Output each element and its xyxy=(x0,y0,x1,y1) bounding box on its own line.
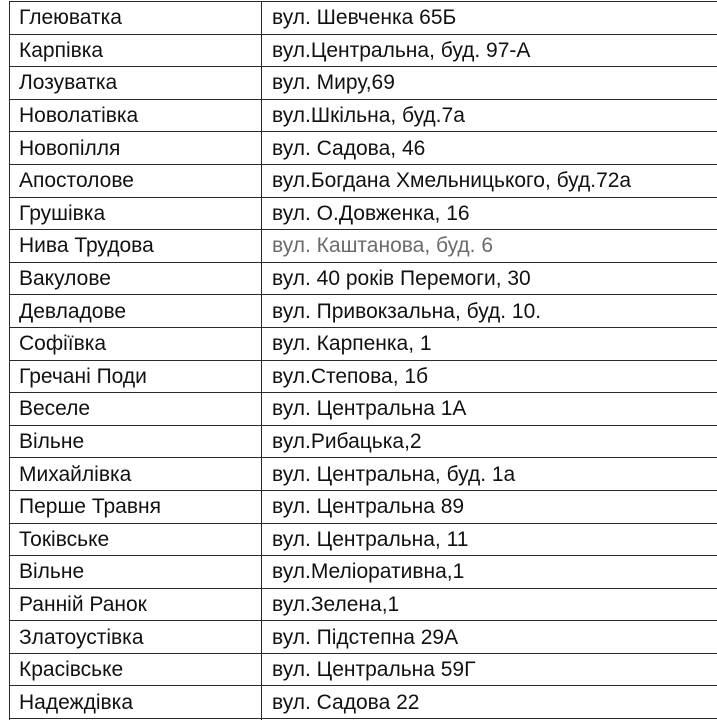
table-row xyxy=(10,327,717,360)
address-cell: вул. О.Довженка, 16 xyxy=(262,197,717,230)
table-row xyxy=(10,99,717,132)
address-cell: вул.Рибацька,2 xyxy=(262,425,717,458)
village-cell: Вільне xyxy=(10,556,262,589)
table-row xyxy=(10,653,717,686)
address-cell: вул. Садова, 46 xyxy=(262,132,717,165)
village-cell: Апостолове xyxy=(10,164,262,197)
table-row xyxy=(10,262,717,295)
address-cell: вул. Центральна, 11 xyxy=(262,523,717,556)
village-cell: Ранній Ранок xyxy=(10,588,262,621)
address-cell: вул. Каштанова, буд. 6 xyxy=(262,230,717,263)
address-table xyxy=(9,1,717,720)
village-cell: Девладове xyxy=(10,295,262,328)
address-cell: вул. Карпенка, 1 xyxy=(262,327,717,360)
table-row xyxy=(10,230,717,263)
table-row xyxy=(10,360,717,393)
village-cell: Перше Травня xyxy=(10,490,262,523)
table-row xyxy=(10,2,717,35)
table-row xyxy=(10,621,717,654)
village-cell: Надеждівка xyxy=(10,686,262,719)
address-cell: вул.Зелена,1 xyxy=(262,588,717,621)
village-cell: Софіївка xyxy=(10,327,262,360)
table-row xyxy=(10,197,717,230)
table-row xyxy=(10,34,717,67)
table-row xyxy=(10,686,717,719)
village-cell: Нива Трудова xyxy=(10,230,262,263)
village-cell: Новолатівка xyxy=(10,99,262,132)
village-cell: Лозуватка xyxy=(10,67,262,100)
address-cell: вул.Богдана Хмельницького, буд.72а xyxy=(262,164,717,197)
village-cell: Красівське xyxy=(10,653,262,686)
address-cell: вул.Степова, 1б xyxy=(262,360,717,393)
address-cell: вул.Центральна, буд. 97-А xyxy=(262,34,717,67)
address-cell: вул. Миру,69 xyxy=(262,67,717,100)
village-cell: Карпівка xyxy=(10,34,262,67)
village-cell: Токівське xyxy=(10,523,262,556)
table-row xyxy=(10,588,717,621)
village-cell: Михайлівка xyxy=(10,458,262,491)
table-row xyxy=(10,523,717,556)
address-cell: вул. Центральна 59Г xyxy=(262,653,717,686)
village-cell: Вакулове xyxy=(10,262,262,295)
address-cell: вул. Центральна, буд. 1а xyxy=(262,458,717,491)
address-cell: вул. Підстепна 29А xyxy=(262,621,717,654)
address-cell: вул.Шкільна, буд.7а xyxy=(262,99,717,132)
address-cell: вул. 40 років Перемоги, 30 xyxy=(262,262,717,295)
village-cell: Грушівка xyxy=(10,197,262,230)
table-row xyxy=(10,295,717,328)
table-row xyxy=(10,458,717,491)
table-row xyxy=(10,556,717,589)
address-cell: вул.Меліоративна,1 xyxy=(262,556,717,589)
table-row xyxy=(10,490,717,523)
table-row xyxy=(10,393,717,426)
village-cell: Глеюватка xyxy=(10,2,262,35)
table-row xyxy=(10,425,717,458)
address-cell: вул. Садова 22 xyxy=(262,686,717,719)
village-cell: Новопілля xyxy=(10,132,262,165)
table-row xyxy=(10,132,717,165)
village-cell: Гречані Поди xyxy=(10,360,262,393)
village-cell: Веселе xyxy=(10,393,262,426)
address-cell: вул. Центральна 89 xyxy=(262,490,717,523)
village-cell: Вільне xyxy=(10,425,262,458)
address-cell: вул. Центральна 1А xyxy=(262,393,717,426)
table-row xyxy=(10,164,717,197)
address-cell: вул. Шевченка 65Б xyxy=(262,2,717,35)
table-row xyxy=(10,67,717,100)
address-cell: вул. Привокзальна, буд. 10. xyxy=(262,295,717,328)
village-cell: Златоустівка xyxy=(10,621,262,654)
